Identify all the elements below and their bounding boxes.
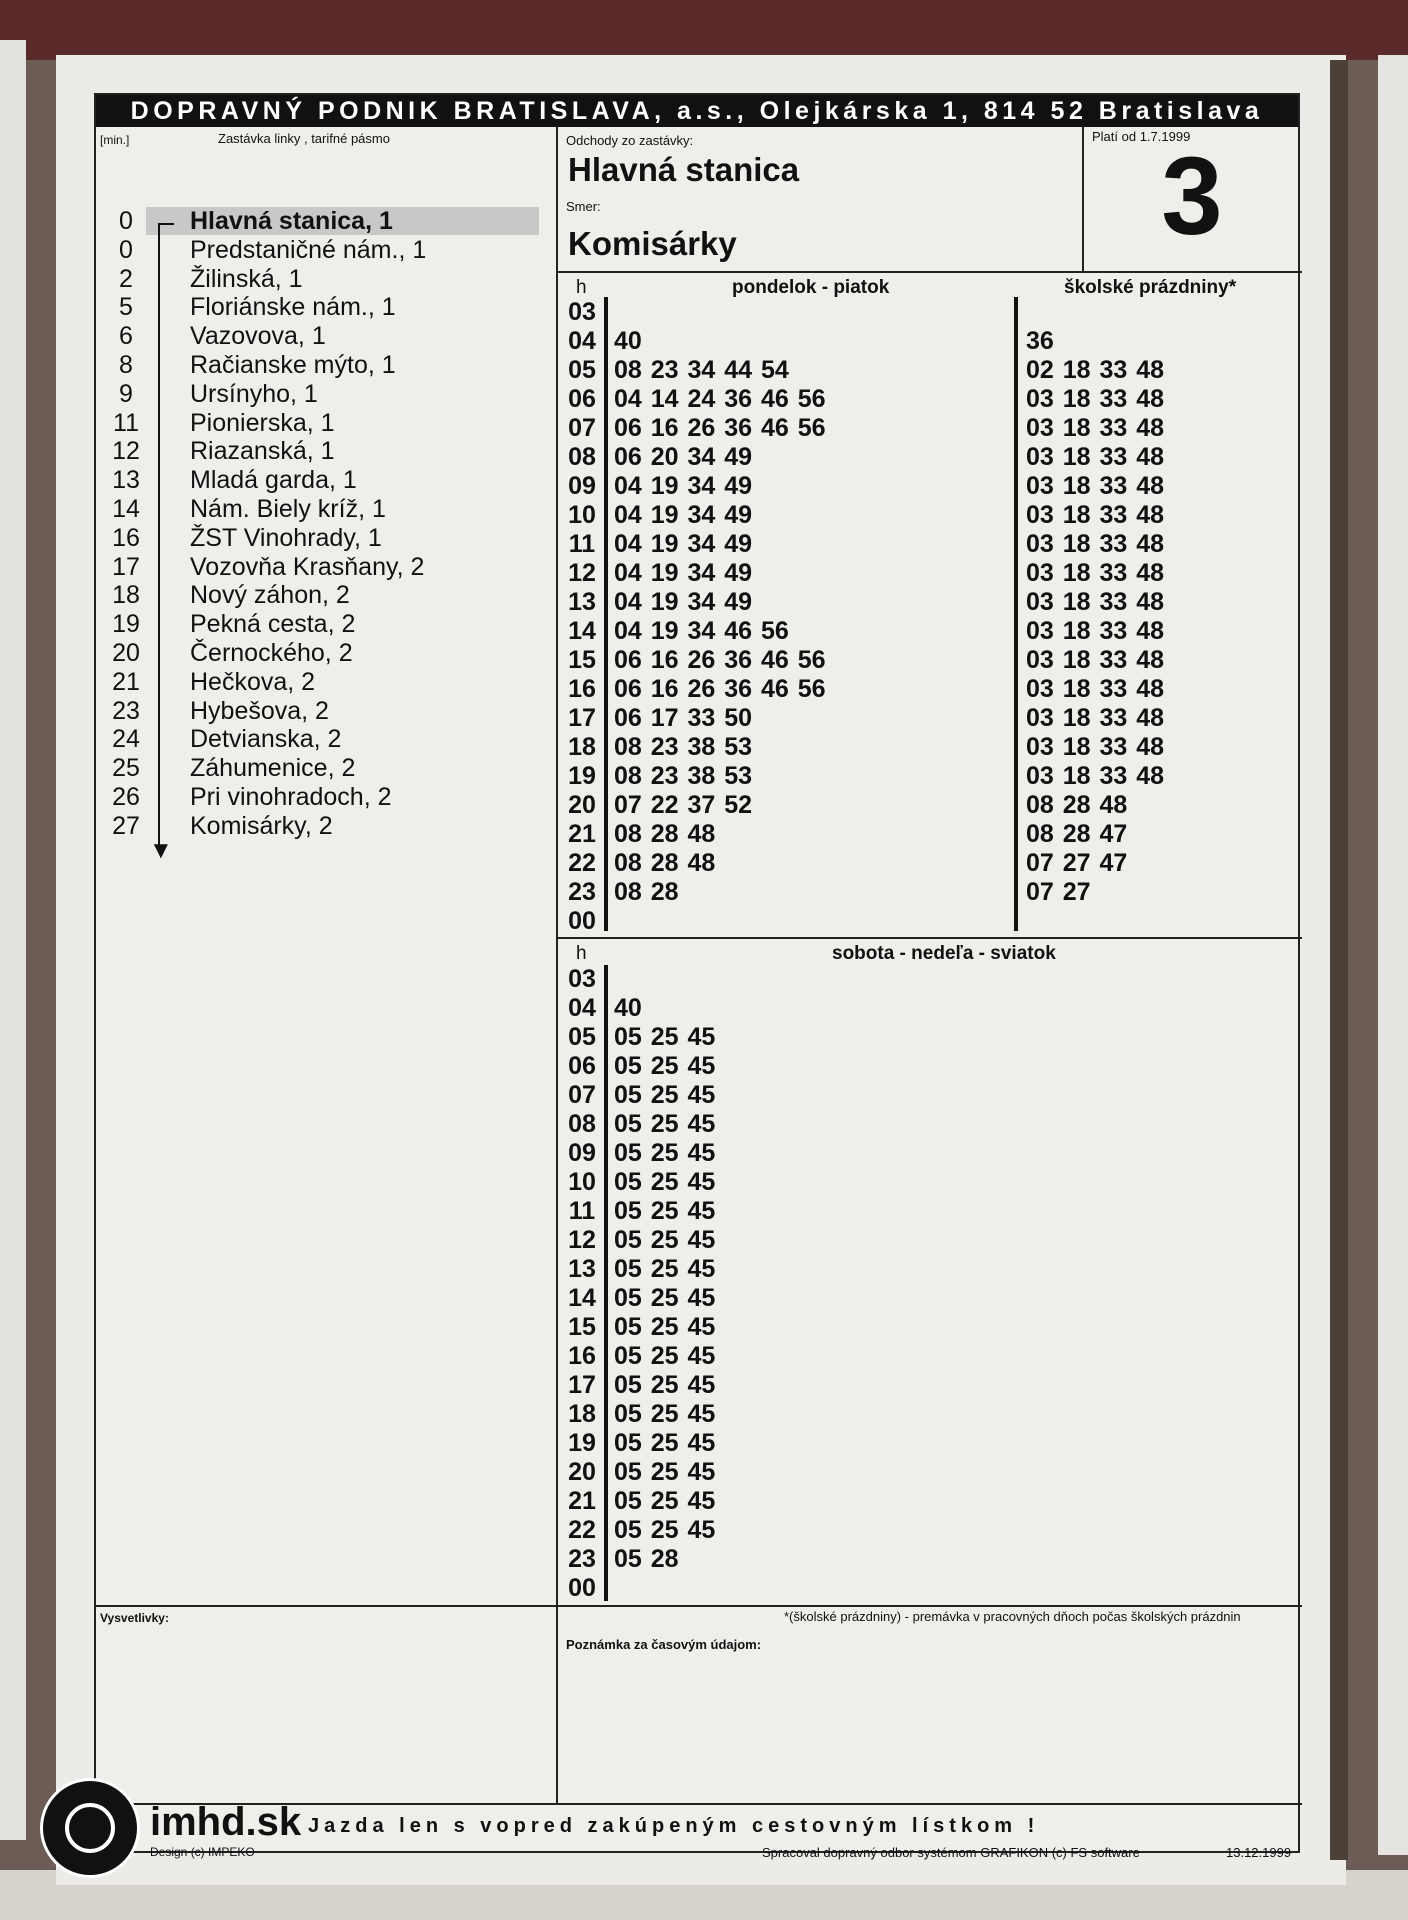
- departure-minutes: 05 25 45: [614, 1458, 716, 1486]
- watermark-text: imhd.sk: [150, 1800, 302, 1844]
- min-column-label: [min.]: [100, 133, 130, 147]
- holiday-departure-minutes: 03 18 33 48: [1026, 646, 1165, 674]
- divider-notes: [96, 1605, 1302, 1607]
- hour-label: 11: [568, 530, 596, 558]
- hour-label: 14: [568, 617, 596, 645]
- stop-minute: 11: [113, 408, 139, 437]
- holiday-departure-minutes: 03 18 33 48: [1026, 530, 1165, 558]
- weekday-hour-divider: [604, 297, 608, 931]
- stop-row: [106, 351, 396, 380]
- holiday-departure-minutes: 03 18 33 48: [1026, 501, 1165, 529]
- stop-minute: 25: [112, 754, 140, 783]
- stop-name: Ursínyho, 1: [190, 379, 318, 408]
- departure-minutes: 05 25 45: [614, 1429, 716, 1457]
- board-top: [0, 0, 1408, 60]
- departure-minutes: 05 25 45: [614, 1371, 716, 1399]
- stop-minute: 20: [112, 639, 140, 667]
- stop-minute: 27: [112, 811, 140, 840]
- stop-name: Nový záhon, 2: [190, 581, 350, 610]
- weekday-hour-label: h: [576, 277, 587, 298]
- hour-label: 18: [568, 733, 596, 761]
- hour-label: 19: [568, 762, 596, 790]
- divider-stops: [556, 127, 558, 1607]
- stop-minute: 26: [112, 783, 140, 811]
- departure-minutes: 04 19 34 49: [614, 559, 753, 587]
- departure-minutes: 08 28: [614, 878, 679, 906]
- stop-name: Komisárky, 2: [190, 811, 333, 840]
- stop-column-label: Zastávka linky , tarifné pásmo: [218, 131, 390, 146]
- holiday-departure-minutes: 36: [1026, 327, 1054, 355]
- stop-name: Hlavná stanica, 1: [190, 207, 393, 235]
- hour-label: 05: [568, 1023, 596, 1051]
- hour-label: 03: [568, 298, 596, 326]
- departure-minutes: 05 25 45: [614, 1313, 716, 1341]
- departure-minutes: 05 25 45: [614, 1342, 716, 1370]
- timetable-poster: [56, 55, 1346, 1885]
- departure-minutes: 04 19 34 49: [614, 588, 753, 616]
- departure-minutes: 06 16 26 36 46 56: [614, 414, 826, 442]
- imhd-logo: [40, 1778, 140, 1878]
- departure-minutes: 05 25 45: [614, 1197, 716, 1225]
- stop-row: [106, 437, 335, 466]
- hour-label: 15: [568, 646, 596, 674]
- departure-minutes: 07 22 37 52: [614, 791, 753, 819]
- adjacent-poster-right: [1378, 55, 1408, 1855]
- departures-label: Odchody zo zastávky:: [566, 133, 694, 148]
- ticket-notice: Jazda len s vopred zakúpeným cestovným lístkom !: [308, 1815, 1040, 1837]
- stop-row: [106, 696, 329, 726]
- holiday-departure-minutes: 03 18 33 48: [1026, 385, 1165, 413]
- stop-minute: 17: [112, 552, 140, 581]
- hour-label: 14: [568, 1284, 596, 1312]
- hour-label: 11: [568, 1197, 596, 1225]
- hour-label: 13: [568, 588, 596, 616]
- stop-name: Záhumenice, 2: [190, 754, 356, 783]
- stop-minute: 12: [112, 437, 140, 466]
- hour-label: 20: [568, 791, 596, 819]
- hour-label: 03: [568, 965, 596, 993]
- explanations-label: Vysvetlivky:: [100, 1611, 169, 1625]
- hour-label: 12: [568, 559, 596, 587]
- weekend-hour-divider: [604, 965, 608, 1601]
- hour-label: 18: [568, 1400, 596, 1428]
- stop-row: [106, 783, 392, 812]
- hour-label: 04: [568, 994, 596, 1022]
- divider-weekend: [556, 937, 1302, 939]
- print-date: 13.12.1999: [1226, 1845, 1292, 1860]
- hour-label: 15: [568, 1313, 596, 1341]
- route-arrow-head-icon: ▼: [149, 837, 173, 864]
- hour-label: 19: [568, 1429, 596, 1457]
- hour-label: 00: [568, 1574, 596, 1602]
- stop-name: Vozovňa Krasňany, 2: [190, 552, 425, 581]
- stop-row: [106, 495, 386, 524]
- departure-minutes: 05 25 45: [614, 1052, 716, 1080]
- route-arrow-line: [158, 223, 160, 851]
- stop-minute: 16: [112, 523, 140, 552]
- hour-label: 22: [568, 849, 596, 877]
- hour-label: 04: [568, 327, 596, 355]
- valid-from: Platí od 1.7.1999: [1092, 129, 1191, 144]
- departure-minutes: 05 25 45: [614, 1168, 716, 1196]
- departure-minutes: 05 25 45: [614, 1023, 716, 1051]
- hour-label: 00: [568, 907, 596, 935]
- holiday-departure-minutes: 08 28 47: [1026, 820, 1128, 848]
- stop-row: [106, 754, 356, 783]
- stop-name: Nám. Biely kríž, 1: [190, 495, 386, 523]
- hour-label: 20: [568, 1458, 596, 1486]
- holiday-divider: [1014, 297, 1018, 931]
- hour-label: 17: [568, 1371, 596, 1399]
- hour-label: 08: [568, 1110, 596, 1138]
- stop-row: [106, 667, 316, 697]
- stop-row: [106, 264, 303, 294]
- departure-minutes: 08 23 38 53: [614, 733, 753, 761]
- hour-label: 06: [568, 385, 596, 413]
- holiday-departure-minutes: 03 18 33 48: [1026, 472, 1165, 500]
- stop-minute: 0: [119, 207, 133, 235]
- holiday-departure-minutes: 03 18 33 48: [1026, 559, 1165, 587]
- stop-row: [106, 408, 335, 438]
- departure-minutes: 04 19 34 49: [614, 472, 753, 500]
- hour-label: 07: [568, 414, 596, 442]
- stop-name: Riazanská, 1: [190, 437, 335, 466]
- stop-row: [106, 466, 357, 495]
- departure-minutes: 05 25 45: [614, 1400, 716, 1428]
- stop-minute: 24: [112, 725, 140, 754]
- stop-name: ŽST Vinohrady, 1: [190, 523, 382, 552]
- stop-minute: 9: [119, 379, 133, 408]
- hour-label: 23: [568, 878, 596, 906]
- stop-minute: 13: [112, 466, 140, 495]
- hour-label: 16: [568, 675, 596, 703]
- holiday-departure-minutes: 07 27 47: [1026, 849, 1128, 877]
- current-stop-name: Hlavná stanica: [568, 151, 800, 188]
- departure-minutes: 06 16 26 36 46 56: [614, 646, 826, 674]
- hour-label: 10: [568, 501, 596, 529]
- holiday-departure-minutes: 03 18 33 48: [1026, 675, 1165, 703]
- departure-minutes: 04 19 34 49: [614, 530, 753, 558]
- departure-minutes: 08 23 34 44 54: [614, 356, 789, 384]
- departure-minutes: 06 17 33 50: [614, 704, 753, 732]
- stop-name: Černockého, 2: [190, 639, 353, 667]
- time-note-label: Poznámka za časovým údajom:: [566, 1637, 762, 1652]
- departure-minutes: 08 28 48: [614, 849, 716, 877]
- hour-label: 23: [568, 1545, 596, 1573]
- stop-row: [106, 811, 333, 841]
- departure-minutes: 05 25 45: [614, 1284, 716, 1312]
- holiday-departure-minutes: 03 18 33 48: [1026, 704, 1165, 732]
- direction-name: Komisárky: [568, 225, 737, 262]
- stop-row: [106, 552, 425, 582]
- stop-row: [106, 725, 342, 754]
- stop-row: [106, 379, 318, 409]
- departure-minutes: 05 25 45: [614, 1110, 716, 1138]
- processed-by: Spracoval dopravný odbor systémom GRAFIKON (c) FS software: [762, 1845, 1140, 1860]
- stop-name: Floriánske nám., 1: [190, 293, 396, 322]
- stop-name: Račianske mýto, 1: [190, 351, 396, 379]
- departure-minutes: 05 25 45: [614, 1516, 716, 1544]
- stop-row: [106, 207, 393, 236]
- timetable-sheet: [94, 93, 1300, 1860]
- board-frame-edge: [1330, 60, 1348, 1860]
- stop-row: [106, 235, 427, 265]
- holiday-title: školské prázdniny*: [1064, 277, 1237, 298]
- stop-minute: 14: [112, 495, 140, 523]
- hour-label: 16: [568, 1342, 596, 1370]
- departure-minutes: 08 28 48: [614, 820, 716, 848]
- departure-minutes: 05 25 45: [614, 1226, 716, 1254]
- stop-name: Detvianska, 2: [190, 725, 342, 754]
- stop-minute: 21: [112, 667, 140, 696]
- departure-minutes: 05 25 45: [614, 1487, 716, 1515]
- hour-label: 12: [568, 1226, 596, 1254]
- holiday-departure-minutes: 03 18 33 48: [1026, 414, 1165, 442]
- departure-minutes: 40: [614, 327, 642, 355]
- hour-label: 17: [568, 704, 596, 732]
- stop-minute: 23: [112, 696, 140, 725]
- direction-label: Smer:: [566, 199, 601, 214]
- stop-row: [106, 610, 356, 639]
- stop-name: Pionierska, 1: [190, 408, 335, 437]
- stop-row: [106, 639, 353, 668]
- departure-minutes: 04 14 24 36 46 56: [614, 385, 826, 413]
- hour-label: 10: [568, 1168, 596, 1196]
- departure-minutes: 05 28: [614, 1545, 679, 1573]
- weekend-title: sobota - nedeľa - sviatok: [832, 943, 1056, 964]
- hour-label: 09: [568, 1139, 596, 1167]
- stop-minute: 5: [119, 293, 133, 322]
- stop-name: Mladá garda, 1: [190, 466, 357, 495]
- route-arrow-start: [158, 223, 174, 225]
- adjacent-poster-left: [0, 40, 26, 1840]
- stop-row: [106, 322, 326, 351]
- departure-minutes: 40: [614, 994, 642, 1022]
- stop-name: Žilinská, 1: [190, 264, 303, 293]
- hour-label: 05: [568, 356, 596, 384]
- holiday-note: *(školské prázdniny) - premávka v pracovných dňoch počas školských prázdnin: [784, 1609, 1241, 1624]
- hour-label: 09: [568, 472, 596, 500]
- holiday-departure-minutes: 03 18 33 48: [1026, 588, 1165, 616]
- stop-row: [106, 523, 382, 553]
- departure-minutes: 06 16 26 36 46 56: [614, 675, 826, 703]
- holiday-departure-minutes: 08 28 48: [1026, 791, 1128, 819]
- departure-minutes: 04 19 34 46 56: [614, 617, 789, 645]
- stop-minute: 19: [112, 610, 140, 639]
- line-number: 3: [1161, 135, 1223, 258]
- holiday-departure-minutes: 03 18 33 48: [1026, 617, 1165, 645]
- departure-minutes: 05 25 45: [614, 1255, 716, 1283]
- company-banner: DOPRAVNÝ PODNIK BRATISLAVA, a.s., Olejkárska 1, 814 52 Bratislava: [96, 95, 1298, 127]
- holiday-departure-minutes: 07 27: [1026, 878, 1091, 906]
- hour-label: 13: [568, 1255, 596, 1283]
- hour-label: 21: [568, 820, 596, 848]
- departure-minutes: 05 25 45: [614, 1081, 716, 1109]
- stop-minute: 6: [119, 322, 133, 351]
- bus-icon: [65, 1803, 115, 1853]
- stop-name: Vazovova, 1: [190, 322, 326, 351]
- stop-name: Pekná cesta, 2: [190, 610, 356, 639]
- weekday-title: pondelok - piatok: [732, 277, 890, 298]
- weekend-hour-label: h: [576, 943, 587, 964]
- stop-name: Predstaničné nám., 1: [190, 235, 427, 264]
- divider-header: [556, 271, 1302, 273]
- stop-name: Pri vinohradoch, 2: [190, 783, 392, 811]
- stop-minute: 2: [119, 264, 133, 293]
- hour-label: 21: [568, 1487, 596, 1515]
- holiday-departure-minutes: 03 18 33 48: [1026, 762, 1165, 790]
- holiday-departure-minutes: 02 18 33 48: [1026, 356, 1165, 384]
- holiday-departure-minutes: 03 18 33 48: [1026, 443, 1165, 471]
- design-credit: Design (c) IMPEKO: [150, 1845, 255, 1859]
- stop-minute: 0: [119, 235, 133, 264]
- departure-minutes: 05 25 45: [614, 1139, 716, 1167]
- stop-row: [106, 293, 396, 322]
- departure-minutes: 06 20 34 49: [614, 443, 753, 471]
- departure-minutes: 08 23 38 53: [614, 762, 753, 790]
- hour-label: 06: [568, 1052, 596, 1080]
- hour-label: 22: [568, 1516, 596, 1544]
- stop-row: [106, 581, 350, 610]
- hour-label: 08: [568, 443, 596, 471]
- stop-name: Hybešova, 2: [190, 696, 329, 725]
- stop-minute: 8: [119, 351, 133, 379]
- stop-minute: 18: [112, 581, 140, 610]
- departure-minutes: 04 19 34 49: [614, 501, 753, 529]
- stop-name: Hečkova, 2: [190, 667, 316, 696]
- hour-label: 07: [568, 1081, 596, 1109]
- holiday-departure-minutes: 03 18 33 48: [1026, 733, 1165, 761]
- divider-notes-v: [556, 1605, 558, 1805]
